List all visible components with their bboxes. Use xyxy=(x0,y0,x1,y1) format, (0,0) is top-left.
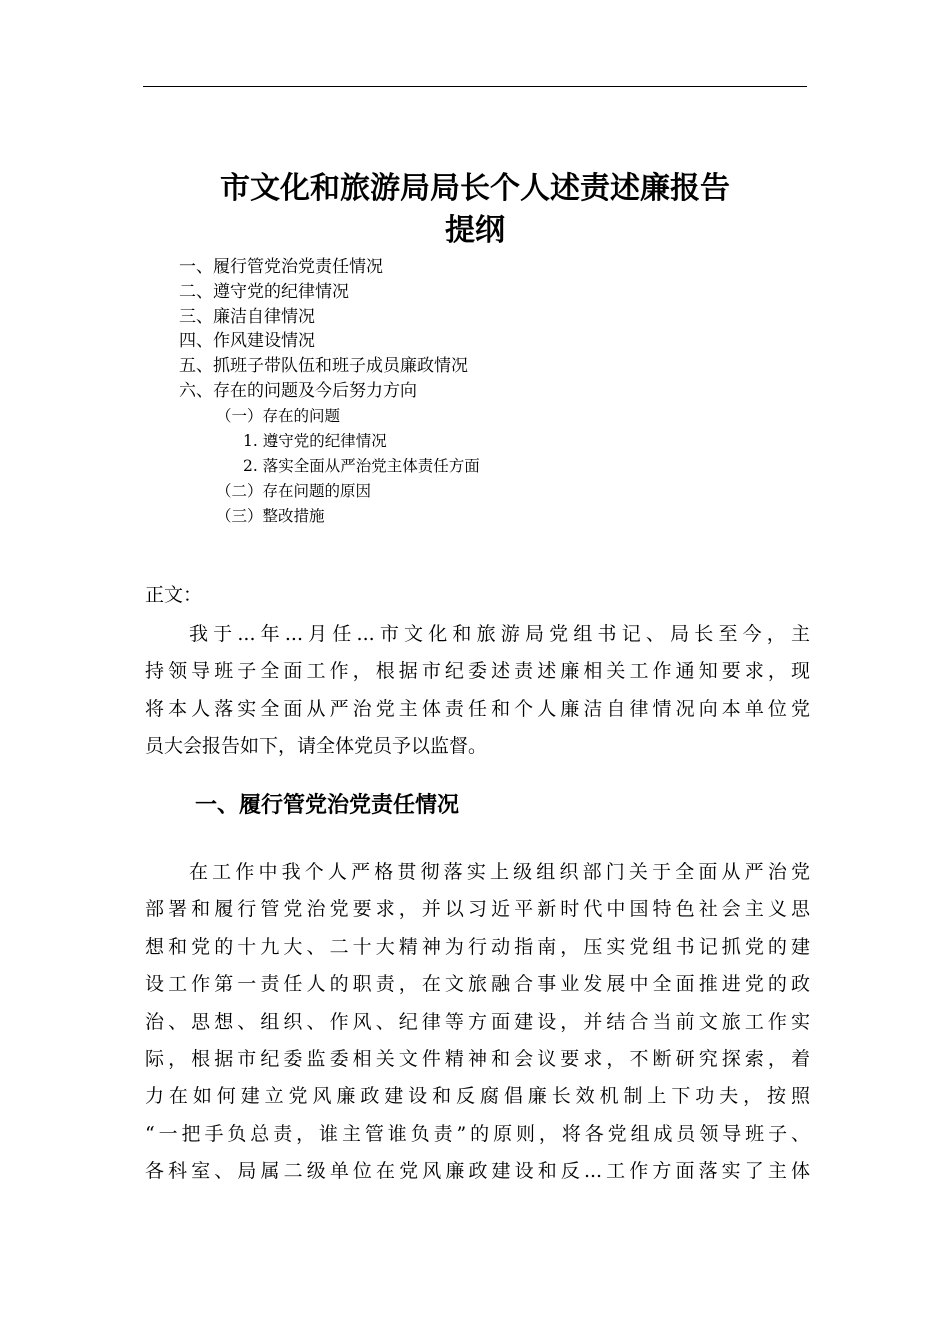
paragraph-line: 我于...年...月任...市文化和旅游局党组书记、局长至今，主 xyxy=(189,623,810,645)
body-label: 正文： xyxy=(145,584,203,606)
paragraph-line: 际，根据市纪委监委相关文件精神和会议要求，不断研究探索，着 xyxy=(145,1048,810,1071)
paragraph-line: “一把手负总责，谁主管谁负责”的原则，将各党组成员领导班子、 xyxy=(145,1122,810,1145)
outline-item: 五、抓班子带队伍和班子成员廉政情况 xyxy=(179,356,468,377)
outline-item: 二、遵守党的纪律情况 xyxy=(179,281,349,302)
outline-subitem: 2. 落实全面从严治党主体责任方面 xyxy=(243,456,480,475)
section1-paragraph xyxy=(145,854,810,1191)
paragraph-line: 想和党的十九大、二十大精神为行动指南，压实党组书记抓党的建 xyxy=(145,935,810,958)
paragraph-line: 设工作第一责任人的职责，在文旅融合事业发展中全面推进党的政 xyxy=(145,973,810,996)
outline-subitem: （三）整改措施 xyxy=(216,506,325,525)
paragraph-line: 将本人落实全面从严治党主体责任和个人廉洁自律情况向本单位党 xyxy=(145,697,810,720)
document-title-line2: 提纲 xyxy=(445,213,505,248)
section-heading: 一、履行管党治党责任情况 xyxy=(195,793,460,818)
header-rule xyxy=(143,86,807,87)
outline xyxy=(179,255,480,529)
paragraph-line: 部署和履行管党治党要求，并以习近平新时代中国特色社会主义思 xyxy=(145,898,810,921)
intro-paragraph xyxy=(145,616,810,766)
paragraph-line: 在工作中我个人严格贯彻落实上级组织部门关于全面从严治党 xyxy=(189,861,810,883)
outline-item: 一、履行管党治党责任情况 xyxy=(179,257,383,277)
document-title: 市文化和旅游局局长个人述责述廉报告 xyxy=(220,171,730,206)
outline-subitem: 1. 遵守党的纪律情况 xyxy=(243,431,387,450)
paragraph-line: 各科室、局属二级单位在党风廉政建设和反...工作方面落实了主体 xyxy=(145,1160,810,1183)
outline-item: 三、廉洁自律情况 xyxy=(179,306,315,327)
paragraph-line: 员大会报告如下，请全体党员予以监督。 xyxy=(145,735,488,758)
paragraph-line: 治、思想、组织、作风、纪律等方面建设，并结合当前文旅工作实 xyxy=(145,1010,810,1033)
outline-item: 四、作风建设情况 xyxy=(179,331,315,352)
paragraph-line: 力在如何建立党风廉政建设和反腐倡廉长效机制上下功夫，按照 xyxy=(145,1085,810,1108)
outline-item: 六、存在的问题及今后努力方向 xyxy=(179,380,417,401)
outline-subitem: （二）存在问题的原因 xyxy=(216,481,372,500)
paragraph-line: 持领导班子全面工作，根据市纪委述责述廉相关工作通知要求，现 xyxy=(145,660,810,683)
outline-subitem: （一）存在的问题 xyxy=(216,406,341,425)
